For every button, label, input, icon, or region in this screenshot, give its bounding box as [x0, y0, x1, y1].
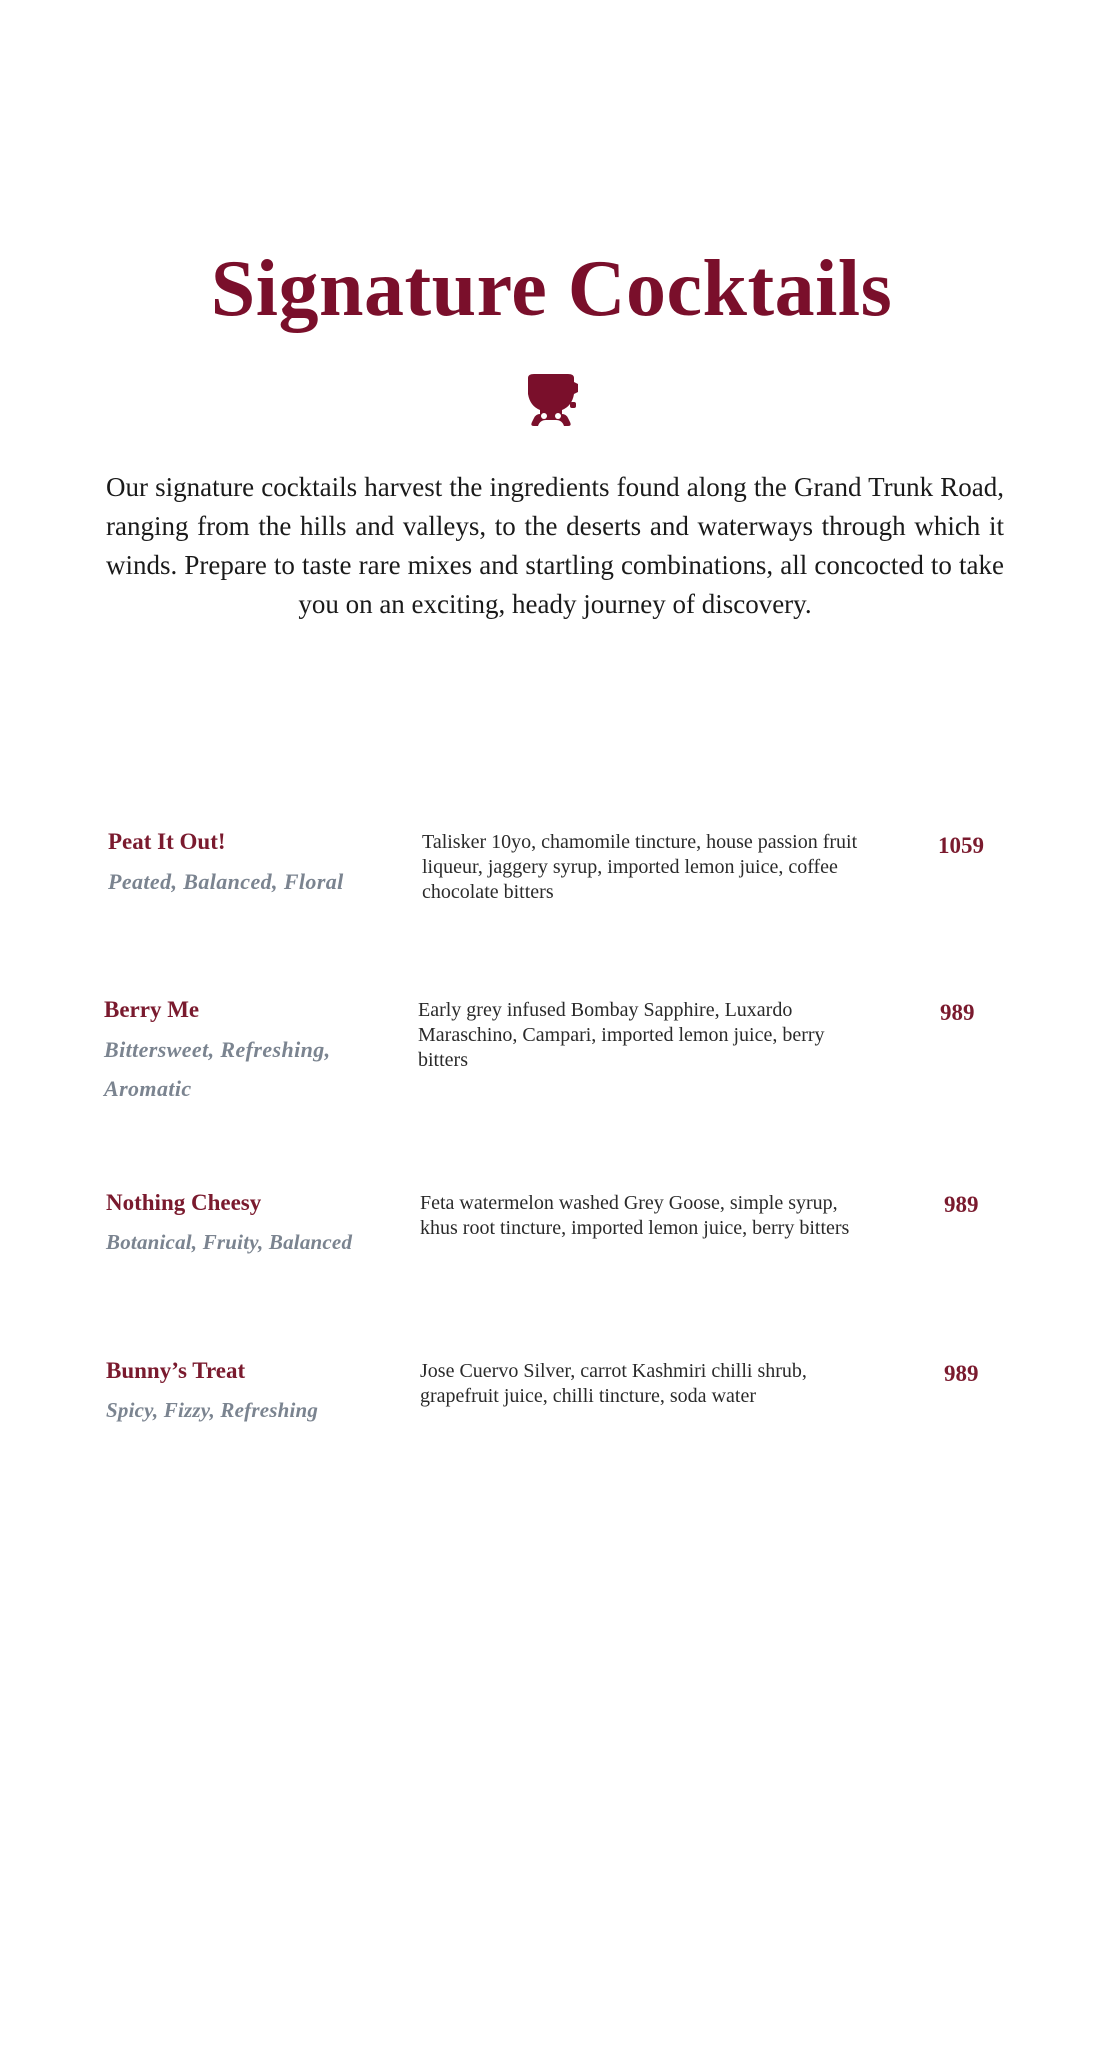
page-title: Signature Cocktails	[210, 245, 893, 333]
item-description: Talisker 10yo, chamomile tincture, house passion fruit liqueur, jaggery syrup, imported lemon juice, coffee chocolate bitters	[422, 831, 858, 903]
item-tags: Spicy, Fizzy, Refreshing	[106, 1398, 319, 1422]
item-name: Nothing Cheesy	[106, 1190, 262, 1215]
item-price: 989	[944, 1361, 979, 1386]
item-price: 989	[940, 1000, 975, 1025]
item-description: Early grey infused Bombay Sapphire, Luxardo Maraschino, Campari, imported lemon juice, berry bitters	[418, 999, 825, 1071]
item-price: 989	[944, 1192, 979, 1217]
cocktail-cup-icon	[522, 372, 580, 430]
item-description: Jose Cuervo Silver, carrot Kashmiri chilli shrub, grapefruit juice, chilli tincture, soda water	[420, 1360, 807, 1407]
item-tags: Bittersweet, Refreshing, Aromatic	[104, 1037, 331, 1101]
intro-paragraph: Our signature cocktails harvest the ingredients found along the Grand Trunk Road, ranging from the hills and valleys, to the deserts and waterways through which it winds. Prepare to taste rare mixes and startling combinations, all concocted to take you on an exciting, heady journey of discovery.	[106, 472, 1004, 619]
item-tags: Peated, Balanced, Floral	[108, 869, 344, 894]
item-name: Bunny’s Treat	[106, 1358, 246, 1383]
item-name: Berry Me	[104, 997, 200, 1022]
item-description: Feta watermelon washed Grey Goose, simple syrup, khus root tincture, imported lemon juice, berry bitters	[420, 1192, 850, 1239]
item-name: Peat It Out!	[108, 829, 226, 854]
item-tags: Botanical, Fruity, Balanced	[106, 1230, 353, 1254]
item-price: 1059	[938, 833, 984, 858]
